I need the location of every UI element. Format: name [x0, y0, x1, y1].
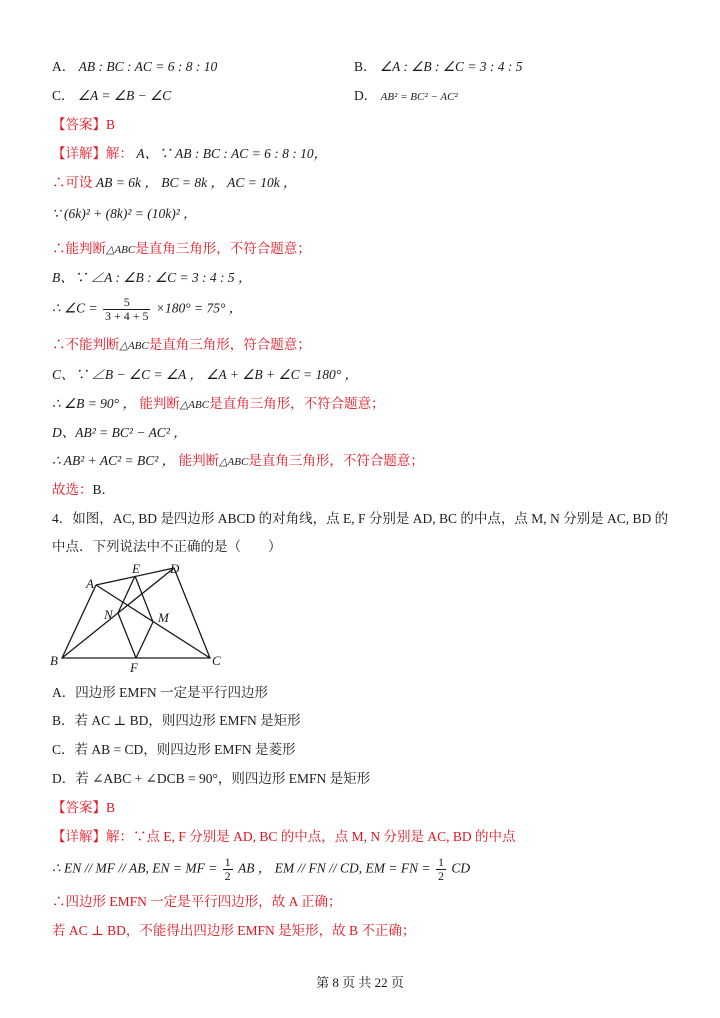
option-row-ab: [52, 58, 523, 76]
option-a-text: AB : BC : AC = 6 : 8 : 10: [78, 59, 218, 74]
option-row-cd: [52, 87, 458, 105]
explain-q3-line7: [52, 336, 311, 355]
option-c-text: ∠A = ∠B − ∠C: [77, 88, 172, 103]
option-b-text: ∠A : ∠B : ∠C = 3 : 4 : 5: [379, 59, 523, 74]
explain-q4-line1: [52, 828, 516, 846]
label-e: E: [132, 561, 140, 576]
explain-tag: 【详解】: [52, 829, 106, 844]
label-m: M: [158, 610, 169, 625]
label-c: C: [212, 653, 221, 668]
segment-en: [118, 576, 135, 613]
label-f: F: [130, 660, 138, 675]
fraction: [436, 856, 446, 883]
explain-text: B．: [92, 482, 116, 497]
triangle-abc: △ABC: [179, 399, 210, 411]
explain-text: ∴ ∠C =: [52, 300, 98, 316]
option-d-text: AB² = BC² − AC²: [380, 91, 458, 103]
triangle-abc: △ABC: [119, 340, 149, 352]
fraction-den: 3 + 4 + 5: [104, 309, 149, 323]
fraction-num: 1: [438, 855, 445, 869]
explain-red: ∴能判断: [52, 241, 106, 256]
explain-text: D、AB² = BC² − AC² ，: [52, 425, 187, 440]
explain-text: CD: [451, 860, 471, 876]
explain-text: C、∵ ∠B − ∠C = ∠A ， ∠A + ∠B + ∠C = 180° ，: [52, 367, 358, 382]
label-a: A: [86, 576, 94, 591]
explain-jie: 解：: [106, 146, 133, 161]
explain-q3-line8: [52, 366, 358, 384]
q4-stem-line2: 中点．下列说法中不正确的是（ ）: [52, 539, 282, 554]
fraction-num: 1: [224, 855, 231, 869]
explain-q3-line9: [52, 395, 385, 414]
explain-q3-line2: [52, 174, 297, 192]
explain-red: ∴可设: [52, 175, 93, 190]
fraction: [223, 856, 233, 883]
label-d: D: [170, 561, 180, 576]
triangle-abc: △ABC: [219, 456, 249, 468]
explain-text: ∴ ∠B = 90° ，: [52, 396, 136, 411]
explain-q4-line4: 若 AC ⊥ BD，不能得出四边形 EMFN 是矩形，故 B 不正确；: [52, 923, 416, 938]
option-a-label: A．: [52, 59, 76, 74]
fraction-den: 2: [224, 869, 231, 883]
explain-text: B、∵ ∠A : ∠B : ∠C = 3 : 4 : 5 ，: [52, 270, 252, 285]
explain-red: 是直角三角形，不符合题意；: [248, 453, 424, 468]
explain-text: 解：∵点 E, F 分别是 AD, BC 的中点，点 M, N 分别是 AC, BD 的中点: [106, 829, 516, 844]
fraction-num: 5: [103, 296, 151, 310]
answer-q4: 【答案】B: [52, 800, 116, 815]
q4-option-b: B．若 AC ⊥ BD，则四边形 EMFN 是矩形: [52, 713, 301, 728]
segment-fm: [136, 622, 153, 658]
label-b: B: [50, 653, 58, 668]
explain-red: 是直角三角形，符合题意；: [148, 337, 311, 352]
explain-red: ∴不能判断: [52, 337, 120, 352]
fraction-den: 2: [438, 869, 445, 883]
explain-q3-line3: [52, 205, 197, 223]
quadrilateral-figure: [48, 558, 238, 676]
explain-red: 能判断: [178, 453, 220, 468]
explain-q3-line6: [52, 296, 242, 323]
explain-q3-line10: [52, 424, 187, 442]
segment-fn: [118, 613, 136, 658]
fraction: [103, 296, 151, 323]
explain-text: ∴ EN // MF // AB, EN = MF =: [52, 860, 218, 876]
explain-q3-line11: [52, 452, 424, 471]
explain-text: A、∵ AB : BC : AC = 6 : 8 : 10，: [136, 146, 328, 161]
q4-option-a: A．四边形 EMFN 一定是平行四边形: [52, 685, 269, 700]
option-b-label: B．: [354, 59, 377, 74]
explain-text: ∴ AB² + AC² = BC² ，: [52, 453, 176, 468]
explain-red: 是直角三角形，不符合题意；: [135, 241, 311, 256]
option-d-label: D．: [354, 88, 378, 103]
label-n: N: [104, 607, 113, 622]
explain-text: AB ， EM // FN // CD, EM = FN =: [238, 860, 431, 876]
explain-red: 是直角三角形，不符合题意；: [209, 396, 385, 411]
explain-q4-line2: [52, 856, 470, 883]
explain-text: ∵ (6k)² + (8k)² = (10k)² ，: [52, 206, 197, 221]
explain-q3-line1: [52, 145, 327, 163]
q4-option-c: C．若 AB = CD，则四边形 EMFN 是菱形: [52, 742, 296, 757]
explain-red: 故选：: [52, 482, 93, 497]
explain-q3-line12: [52, 481, 115, 499]
explain-red: 能判断: [139, 396, 180, 411]
answer-q3: 【答案】B: [52, 117, 116, 132]
explain-tag: 【详解】: [52, 146, 106, 161]
q4-option-d: D．若 ∠ABC + ∠DCB = 90°，则四边形 EMFN 是矩形: [52, 771, 371, 786]
triangle-abc: △ABC: [106, 244, 136, 256]
explain-q3-line4: [52, 240, 311, 259]
q4-stem-line1: 4．如图，AC, BD 是四边形 ABCD 的对角线，点 E, F 分别是 AD, BC 的中点，点 M, N 分别是 AC, BD 的: [52, 511, 669, 526]
explain-q3-line5: [52, 269, 252, 287]
explain-text: ×180° = 75° ，: [155, 300, 243, 316]
explain-q4-line3: ∴四边形 EMFN 一定是平行四边形，故 A 正确；: [52, 894, 342, 909]
page-footer: 第 8 页 共 22 页: [316, 975, 404, 990]
explain-text: AB = 6k ， BC = 8k ， AC = 10k ，: [92, 175, 297, 190]
option-c-label: C．: [52, 88, 75, 103]
